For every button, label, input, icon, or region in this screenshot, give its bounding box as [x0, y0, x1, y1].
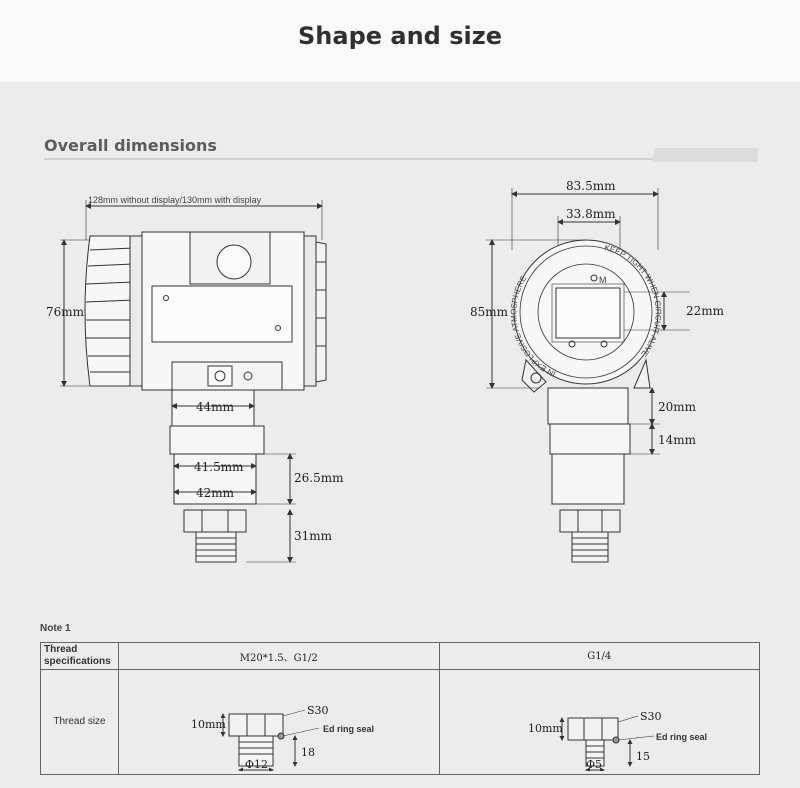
- row1-label: Thread specifications: [41, 643, 119, 670]
- thread-right-len: 15: [635, 750, 650, 763]
- thread-right-s: S30: [639, 710, 662, 723]
- thread-left-s: S30: [307, 704, 329, 717]
- spec-right: G1/4: [439, 643, 760, 670]
- ring-text-left: IN EXPLOSIVE ATMOSPHERE: [509, 274, 557, 379]
- row2-label: Thread size: [41, 670, 119, 775]
- thread-left-len: 18: [301, 746, 315, 759]
- note-label: Note 1: [40, 623, 71, 634]
- thread-spec-table: [40, 642, 760, 775]
- front-neck-44: 44mm: [196, 400, 235, 414]
- thread-right-seal: Ed ring seal: [655, 732, 707, 742]
- thread-drawing-left: [119, 670, 440, 775]
- table-row: [41, 643, 760, 670]
- thread-right-svg: [440, 670, 759, 771]
- section-title: Overall dimensions: [44, 136, 217, 155]
- page-title: Shape and size: [298, 22, 502, 50]
- thread-right-h: 10mm: [527, 722, 563, 735]
- side-height-85: 85mm: [470, 305, 509, 319]
- front-width-note: 128mm without display/130mm with display: [88, 195, 262, 205]
- front-dim-41-5: 41.5mm: [194, 460, 244, 474]
- front-dim-31: 31mm: [294, 529, 333, 543]
- front-view: [60, 200, 326, 562]
- front-dim-42: 42mm: [196, 486, 235, 500]
- ring-text-right: KEEP TIGHT WHEN CIRCUIT ALIVE: [603, 243, 663, 359]
- table-row: [41, 670, 760, 775]
- thread-left-dia: Φ12: [245, 758, 269, 771]
- thread-left-h: 10mm: [191, 718, 226, 731]
- thread-left-seal: Ed ring seal: [323, 724, 375, 734]
- side-width-33-8: 33.8mm: [566, 207, 616, 221]
- side-dim-14: 14mm: [658, 433, 697, 447]
- thread-right-dia: Φ5: [585, 758, 602, 771]
- side-dim-22: 22mm: [686, 304, 725, 318]
- front-height-76: 76mm: [46, 305, 85, 319]
- side-width-83-5: 83.5mm: [566, 179, 616, 193]
- front-dim-26-5: 26.5mm: [294, 471, 344, 485]
- thread-left-svg: [119, 670, 438, 771]
- side-view: [486, 188, 690, 562]
- button-m-label: M: [599, 275, 607, 285]
- thread-drawing-right: [439, 670, 760, 775]
- spec-left: M20*1.5、G1/2: [119, 643, 440, 670]
- side-dim-20: 20mm: [658, 400, 697, 414]
